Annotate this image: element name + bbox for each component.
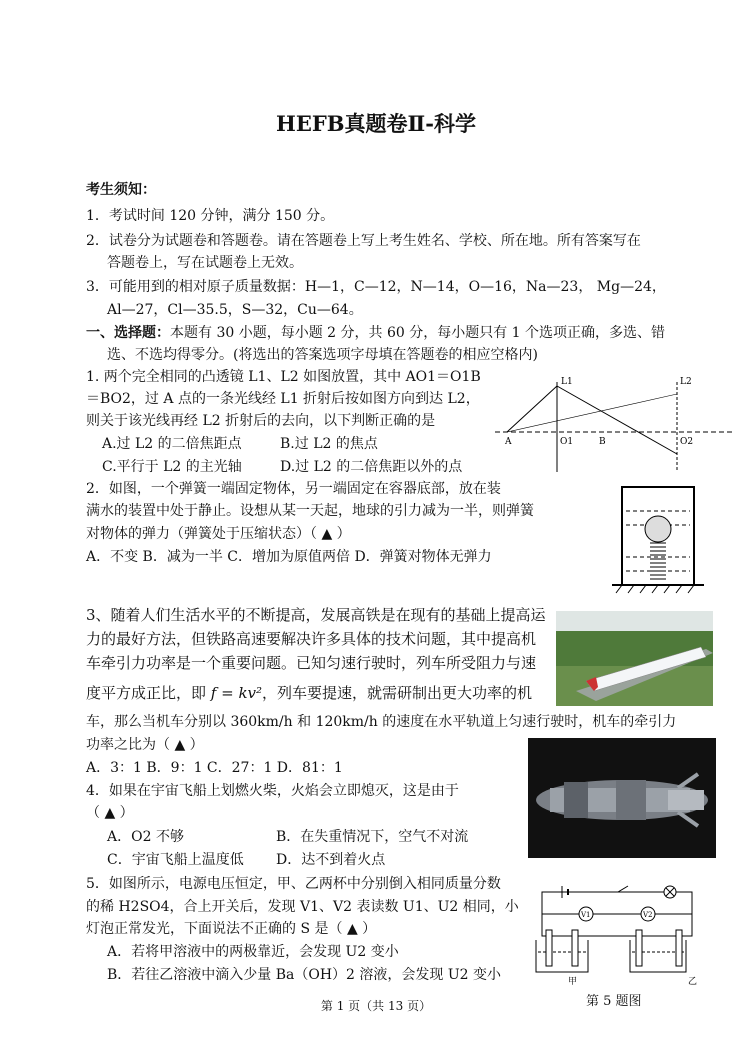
q4-line2: （ ▲ ） [86, 805, 134, 821]
q4-option-a: A．O2 不够 [107, 829, 184, 845]
q5-option-a: A．若将甲溶液中的两极靠近，会发现 U2 变小 [107, 944, 399, 960]
notice-item-1: 1．考试时间 120 分钟，满分 150 分。 [86, 208, 335, 224]
q5-line3: 灯泡正常发光，下面说法不正确的 S 是（ ▲ ） [86, 921, 377, 937]
q5-line1: 5．如图所示，电源电压恒定，甲、乙两杯中分别倒入相同质量分数 [86, 876, 501, 892]
q2-line3: 对物体的弹力（弹簧处于压缩状态）（ ▲ ） [86, 526, 351, 542]
label-o1: O1 [560, 437, 574, 447]
q3-line5: 车，那么当机车分别以 360km/h 和 120km/h 的速度在水平轨道上匀速行驶时，机车的牵引力 [86, 714, 677, 730]
q1-lens-figure [495, 372, 735, 476]
q1-line3: 则关于该光线再经 L2 折射后的去向，以下判断正确的是 [86, 413, 436, 429]
label-a: A [505, 437, 512, 447]
label-yi: 乙 [688, 977, 698, 987]
q4-option-d: D．达不到着火点 [276, 852, 386, 868]
q3-line4b: ，列车要提速，就需研制出更大功率的机 [262, 684, 533, 702]
label-v1: V1 [581, 911, 591, 919]
label-l1: L1 [561, 377, 573, 387]
q5-option-b: B．若往乙溶液中滴入少量 Ba（OH）2 溶液，会发现 U2 变小 [107, 967, 502, 983]
page-footer: 第 1 页（共 13 页） [320, 999, 432, 1013]
notice-item-2-cont: 答题卷上，写在试题卷上无效。 [107, 255, 303, 271]
section1-label: 一、选择题： [86, 325, 170, 341]
q3-line4a: 度平方成正比，即 [86, 684, 207, 702]
section1-text1: 本题有 30 小题，每小题 2 分，共 60 分，每小题只有 1 个选项正确，多选、错 [170, 325, 666, 341]
q4-option-c: C．宇宙飞船上温度低 [107, 852, 244, 868]
label-v2: V2 [643, 911, 653, 919]
q1-option-c: C.平行于 L2 的主光轴 [102, 459, 242, 475]
q2-line1: 2．如图，一个弹簧一端固定物体，另一端固定在容器底部，放在装 [86, 481, 501, 497]
q1-option-b: B.过 L2 的焦点 [280, 436, 378, 452]
q3-line6: 功率之比为（ ▲ ） [86, 737, 204, 753]
q5-circuit-figure [532, 880, 710, 988]
notice-item-3: 3．可能用到的相对原子质量数据：H—1，C—12，N—14，O—16，Na—23， Mg—24， [86, 279, 666, 295]
section1-intro [86, 324, 665, 343]
notice-item-2: 2．试卷分为试题卷和答题卷。请在答题卷上写上考生姓名、学校、所在地。所有答案写在 [86, 233, 641, 249]
label-jia: 甲 [568, 977, 578, 987]
q5-line2: 的稀 H2SO4，合上开关后，发现 V1、V2 表读数 U1、U2 相同，小 [86, 899, 519, 915]
q3-line1: 3、随着人们生活水平的不断提高，发展高铁是在现有的基础上提高运 [86, 606, 546, 624]
q3-formula: f = kv² [210, 684, 263, 702]
q3-line4 [86, 684, 532, 703]
q1-option-d: D.过 L2 的二倍焦距以外的点 [280, 459, 463, 475]
q3-train-photo [556, 611, 713, 706]
q5-figure-caption: 第 5 题图 [586, 994, 642, 1009]
notice-item-3-cont: Al—27，Cl—35.5，S—32，Cu—64。 [107, 302, 363, 318]
page-title: HEFB真题卷Ⅱ-科学 [276, 111, 476, 136]
q3-line2: 力的最好方法，但铁路高速要解决许多具体的技术问题，其中提高机 [86, 630, 537, 648]
q4-line1: 4．如果在宇宙飞船上划燃火柴，火焰会立即熄灭，这是由于 [86, 783, 459, 799]
q4-spaceship-photo [528, 738, 716, 858]
label-o2: O2 [680, 437, 694, 447]
q1-line1: 1. 两个完全相同的凸透镜 L1、L2 如图放置，其中 AO1＝O1B [86, 369, 481, 385]
q4-option-b: B．在失重情况下，空气不对流 [276, 829, 469, 845]
q2-options: A．不变 B．减为一半 C．增加为原值两倍 D．弹簧对物体无弹力 [86, 549, 492, 565]
q1-option-a: A.过 L2 的二倍焦距点 [102, 436, 242, 452]
section1-text2: 选、不选均得零分。(将选出的答案选项字母填在答题卷的相应空格内) [107, 347, 538, 363]
notice-heading: 考生须知： [86, 182, 156, 198]
q2-line2: 满水的装置中处于静止。设想从某一天起，地球的引力减为一半，则弹簧 [86, 503, 534, 519]
label-l2: L2 [680, 377, 692, 387]
q3-line3: 车牵引力功率是一个重要问题。已知匀速行驶时，列车所受阻力与速 [86, 654, 537, 672]
q2-spring-figure [612, 485, 708, 597]
q1-line2: ＝BO2，过 A 点的一条光线经 L1 折射后按如图方向到达 L2， [86, 391, 480, 407]
label-b: B [599, 437, 606, 447]
q3-options: A．3：1 B．9：1 C．27：1 D．81：1 [86, 760, 343, 776]
